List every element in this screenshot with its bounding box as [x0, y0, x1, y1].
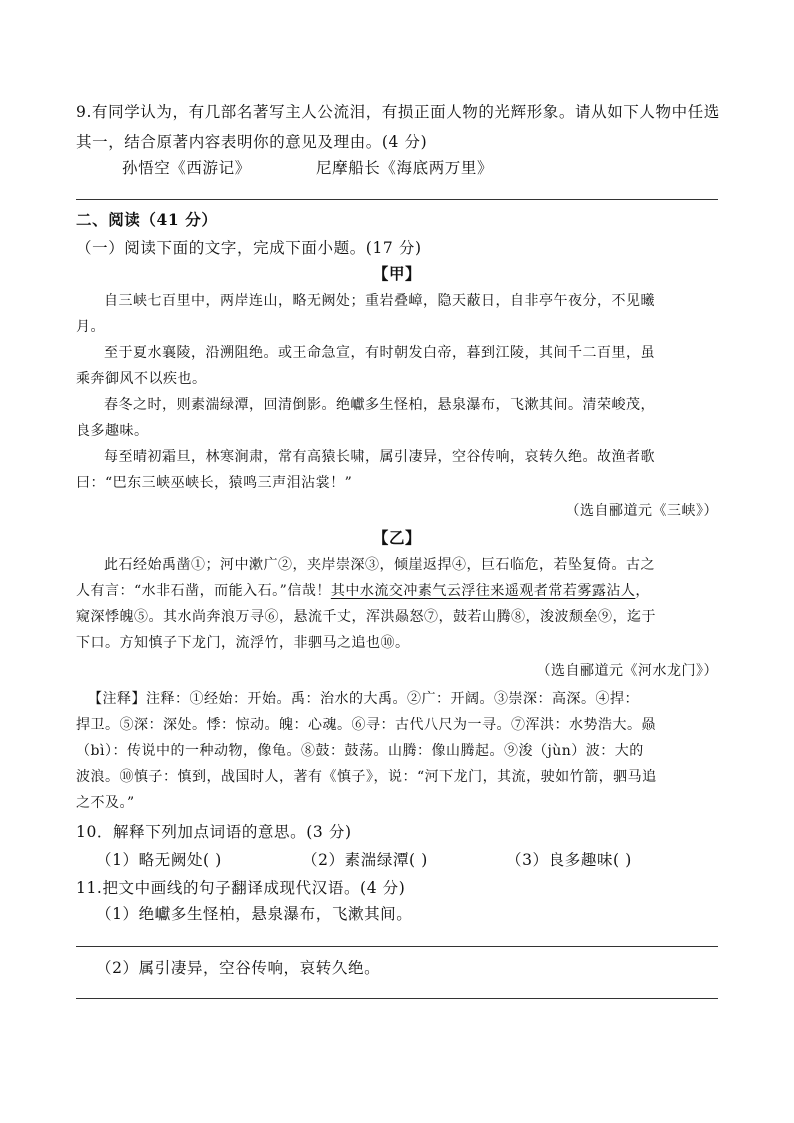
q10-item-1: （1）略无阙处( ) [96, 851, 222, 869]
yi-line2 [76, 580, 650, 600]
yi-source: （选自郦道元《河水龙门》） [536, 663, 718, 679]
yi-line1: 此石经始禹凿①；河中漱广②，夹岸崇深③，倾崖返捍④，巨石临危，若坠复倚。古之 [104, 557, 655, 573]
jia-p4-line2: 曰：“巴东三峡巫峡长，猿鸣三声泪沾裳！” [76, 475, 353, 491]
jia-source: （选自郦道元《三峡》） [565, 503, 718, 519]
passage-yi-title: 【乙】 [372, 528, 422, 547]
q10-stem: 10．解释下列加点词语的意思。(3 分) [76, 823, 352, 841]
q9-line2: 其一，结合原著内容表明你的意见及理由。(4 分) [76, 133, 428, 151]
q11-item-2: （2）属引凄异，空谷传响，哀转久绝。 [96, 959, 381, 977]
jia-p1-line1: 自三峡七百里中，两岸连山，略无阙处；重岩叠嶂，隐天蔽日，自非亭午夜分，不见曦 [104, 293, 655, 309]
jia-p1-line2: 月。 [76, 319, 105, 335]
passage-jia-title: 【甲】 [372, 264, 422, 283]
notes-line2: 捍卫。⑤深：深处。悸：惊动。魄：心魂。⑥寻：古代八尺为一寻。⑦浑洪：水势浩大。赑 [76, 717, 656, 733]
section-title: 二、阅读（41 分） [76, 210, 218, 229]
jia-p3-line2: 良多趣味。 [76, 423, 149, 439]
q9-line1: 9.有同学认为，有几部名著写主人公流泪，有损正面人物的光辉形象。请从如下人物中任选 [76, 103, 720, 121]
jia-p2-line2: 乘奔御风不以疾也。 [76, 371, 207, 387]
jia-p2-line1: 至于夏水襄陵，沿溯阻绝。或王命急宣，有时朝发白帝，暮到江陵，其间千二百里，虽 [104, 345, 655, 361]
jia-p3-line1: 春冬之时，则素湍绿潭，回清倒影。绝巘多生怪柏，悬泉瀑布，飞漱其间。清荣峻茂， [104, 397, 655, 413]
notes-line3: （bì）：传说中的一种动物，像龟。⑧鼓：鼓荡。山腾：像山腾起。⑨浚（jùn）波：大的 [76, 743, 644, 759]
underlined-sentence: 其中水流交冲素气云浮往来遥观者常若雾露沾人 [330, 583, 636, 599]
jia-p4-line1: 每至晴初霜旦，林寒涧肃，常有高猿长啸，属引凄异，空谷传响，哀转久绝。故渔者歌 [104, 449, 655, 465]
notes-line4: 波浪。⑩慎子：慎到，战国时人，著有《慎子》，说：“河下龙门，其流，驶如竹箭，驷马追 [76, 769, 657, 785]
q9-option-1: 孙悟空《西游记》 [122, 159, 251, 177]
answer-line [76, 946, 718, 947]
q11-stem: 11.把文中画线的句子翻译成现代汉语。(4 分) [76, 879, 406, 897]
q10-item-3: （3）良多趣味( ) [506, 851, 632, 869]
yi-line2-text: 人有言：“水非石凿，而能入石。”信哉！ [76, 583, 331, 599]
yi-line3: 窥深悸魄⑤。其水尚奔浪万寻⑥，悬流千丈，浑洪赑怒⑦，鼓若山腾⑧，浚波颓垒⑨，迄于 [76, 609, 656, 625]
q10-item-2: （2）素湍绿潭( ) [302, 851, 428, 869]
notes-line1: 【注释】注释：①经始：开始。禹：治水的大禹。②广：开阔。③崇深：高深。④捍： [88, 691, 639, 707]
yi-line4: 下口。方知慎子下龙门，流浮竹，非驷马之追也⑩。 [76, 635, 410, 651]
yi-line2-punct: ， [635, 583, 650, 599]
q11-item-1: （1）绝巘多生怪柏，悬泉瀑布，飞漱其间。 [96, 905, 413, 923]
answer-line [76, 199, 718, 200]
q9-option-2: 尼摩船长《海底两万里》 [316, 159, 494, 177]
answer-line [76, 998, 718, 999]
notes-line5: 之不及。” [76, 795, 135, 811]
section-subtitle: （一）阅读下面的文字，完成下面小题。(17 分) [76, 239, 422, 257]
